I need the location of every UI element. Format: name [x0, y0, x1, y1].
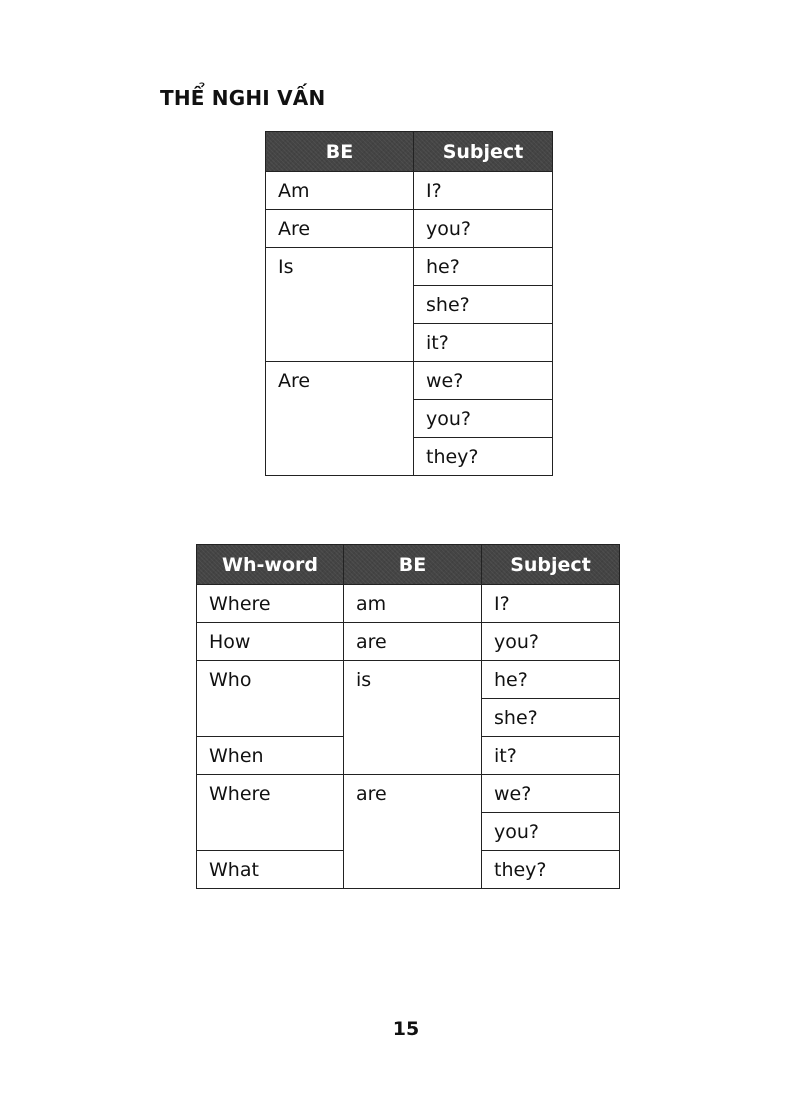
table-row	[266, 172, 553, 210]
be-question-table	[265, 131, 553, 476]
column-header-subject: Subject	[414, 132, 553, 172]
wh-word-cell: Where	[197, 775, 344, 851]
wh-word-cell: When	[197, 737, 344, 775]
subject-cell: it?	[482, 737, 620, 775]
wh-word-cell: Where	[197, 585, 344, 623]
wh-word-cell: What	[197, 851, 344, 889]
table-row	[197, 585, 620, 623]
table-header-row	[197, 545, 620, 585]
be-cell: are	[344, 623, 482, 661]
table-row	[197, 661, 620, 699]
table-row	[266, 248, 553, 286]
be-cell: Is	[266, 248, 414, 362]
be-cell: Am	[266, 172, 414, 210]
page-number: 15	[392, 1018, 420, 1040]
subject-cell: you?	[482, 623, 620, 661]
subject-cell: she?	[482, 699, 620, 737]
subject-cell: they?	[482, 851, 620, 889]
subject-cell: you?	[482, 813, 620, 851]
wh-word-cell: Who	[197, 661, 344, 737]
subject-cell: I?	[482, 585, 620, 623]
subject-cell: you?	[414, 400, 553, 438]
column-header-wh-word: Wh-word	[197, 545, 344, 585]
subject-cell: we?	[482, 775, 620, 813]
subject-cell: it?	[414, 324, 553, 362]
be-cell: Are	[266, 210, 414, 248]
column-header-be: BE	[344, 545, 482, 585]
subject-cell: you?	[414, 210, 553, 248]
subject-cell: they?	[414, 438, 553, 476]
be-cell: Are	[266, 362, 414, 476]
table-row	[197, 775, 620, 813]
be-cell: is	[344, 661, 482, 775]
subject-cell: we?	[414, 362, 553, 400]
subject-cell: she?	[414, 286, 553, 324]
be-cell: are	[344, 775, 482, 889]
be-cell: am	[344, 585, 482, 623]
table-row	[197, 623, 620, 661]
table-row	[266, 362, 553, 400]
table-header-row	[266, 132, 553, 172]
page-title: THỂ NGHI VẤN	[160, 86, 326, 110]
wh-question-table	[196, 544, 620, 889]
subject-cell: I?	[414, 172, 553, 210]
column-header-subject: Subject	[482, 545, 620, 585]
subject-cell: he?	[414, 248, 553, 286]
table-row	[266, 210, 553, 248]
subject-cell: he?	[482, 661, 620, 699]
wh-word-cell: How	[197, 623, 344, 661]
column-header-be: BE	[266, 132, 414, 172]
